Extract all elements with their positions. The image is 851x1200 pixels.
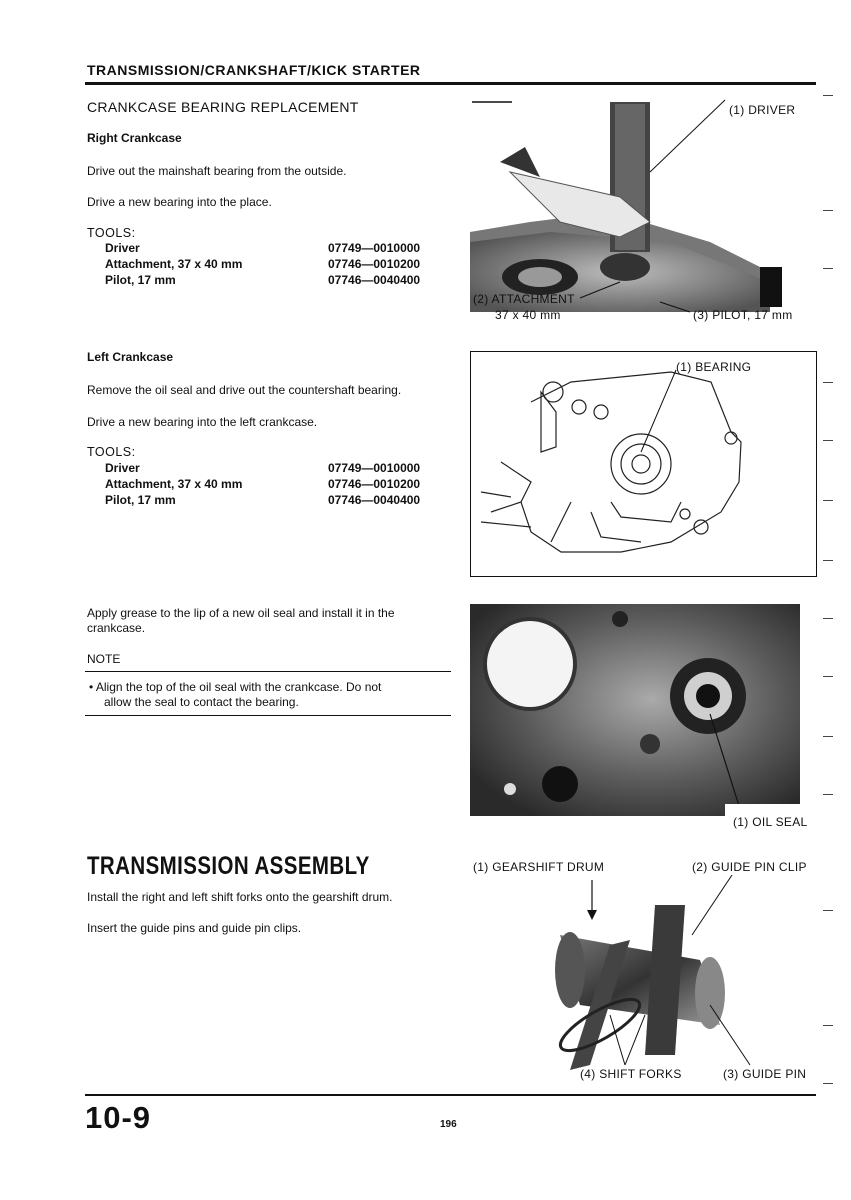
left-step-1: Remove the oil seal and drive out the countershaft bearing.	[87, 383, 402, 397]
attachment-size-label: 37 x 40 mm	[495, 308, 561, 322]
right-tool-name: Driver	[105, 241, 140, 255]
right-tool-name: Pilot, 17 mm	[105, 273, 176, 287]
binding-mark	[823, 1083, 833, 1084]
binding-mark	[823, 794, 833, 795]
binding-mark	[823, 210, 833, 211]
right-crankcase-heading: Right Crankcase	[87, 131, 182, 145]
right-tool-code: 07749—0010000	[328, 241, 421, 255]
right-step-2: Drive a new bearing into the place.	[87, 195, 272, 209]
right-step-1: Drive out the mainshaft bearing from the outside.	[87, 164, 347, 178]
shift-forks-label: (4) SHIFT FORKS	[580, 1067, 682, 1081]
binding-mark	[823, 910, 833, 911]
left-tool-code: 07749—0010000	[328, 461, 421, 475]
note-label: NOTE	[87, 652, 121, 666]
assembly-title: TRANSMISSION ASSEMBLY	[87, 852, 370, 880]
binding-mark	[823, 440, 833, 441]
binding-mark	[823, 268, 833, 269]
binding-mark	[823, 736, 833, 737]
right-tools-label: TOOLS:	[87, 226, 136, 240]
left-tool-name: Pilot, 17 mm	[105, 493, 176, 507]
footer-rule	[85, 1094, 816, 1096]
binding-mark	[823, 676, 833, 677]
attachment-label: (2) ATTACHMENT	[473, 292, 575, 306]
driver-label: (1) DRIVER	[729, 103, 796, 117]
left-tool-code: 07746—0010200	[328, 477, 421, 491]
right-tool-code: 07746—0040400	[328, 273, 421, 287]
binding-mark	[823, 1025, 833, 1026]
pilot-label: (3) PILOT, 17 mm	[693, 308, 793, 322]
left-tool-name: Attachment, 37 x 40 mm	[105, 477, 243, 491]
page-number: 10-9	[85, 1100, 152, 1135]
folio-number: 196	[440, 1119, 457, 1130]
binding-mark	[823, 500, 833, 501]
seal-instruction-cont: crankcase.	[87, 621, 146, 635]
left-crankcase-heading: Left Crankcase	[87, 350, 174, 364]
bearing-label: (1) BEARING	[676, 360, 752, 374]
assembly-step-2: Insert the guide pins and guide pin clips.	[87, 921, 302, 935]
bearing-diagram	[470, 351, 817, 577]
gearshift-drum-photo	[470, 875, 815, 1085]
guide-pin-clip-label: (2) GUIDE PIN CLIP	[692, 860, 807, 874]
oil-seal-photo	[470, 604, 815, 828]
right-tool-name: Attachment, 37 x 40 mm	[105, 257, 243, 271]
gearshift-drum-label: (1) GEARSHIFT DRUM	[473, 860, 605, 874]
oil-seal-label: (1) OIL SEAL	[733, 815, 808, 829]
note-rule-bottom	[85, 715, 451, 716]
left-tool-name: Driver	[105, 461, 140, 475]
left-tool-code: 07746—0040400	[328, 493, 421, 507]
binding-mark	[823, 618, 833, 619]
binding-mark	[823, 95, 833, 96]
header-rule	[85, 82, 816, 85]
binding-mark	[823, 560, 833, 561]
section-title: CRANKCASE BEARING REPLACEMENT	[87, 99, 359, 115]
note-text-cont: allow the seal to contact the bearing.	[104, 695, 299, 709]
guide-pin-label: (3) GUIDE PIN	[723, 1067, 807, 1081]
binding-mark	[823, 382, 833, 383]
assembly-step-1: Install the right and left shift forks onto the gearshift drum.	[87, 890, 393, 904]
page-header: TRANSMISSION/CRANKSHAFT/KICK STARTER	[87, 62, 421, 78]
right-tool-code: 07746—0010200	[328, 257, 421, 271]
seal-instruction: Apply grease to the lip of a new oil seal and install it in the	[87, 606, 395, 620]
left-step-2: Drive a new bearing into the left crankcase.	[87, 415, 318, 429]
left-tools-label: TOOLS:	[87, 445, 136, 459]
note-rule-top	[85, 671, 451, 672]
note-text: • Align the top of the oil seal with the crankcase. Do not	[89, 680, 382, 694]
